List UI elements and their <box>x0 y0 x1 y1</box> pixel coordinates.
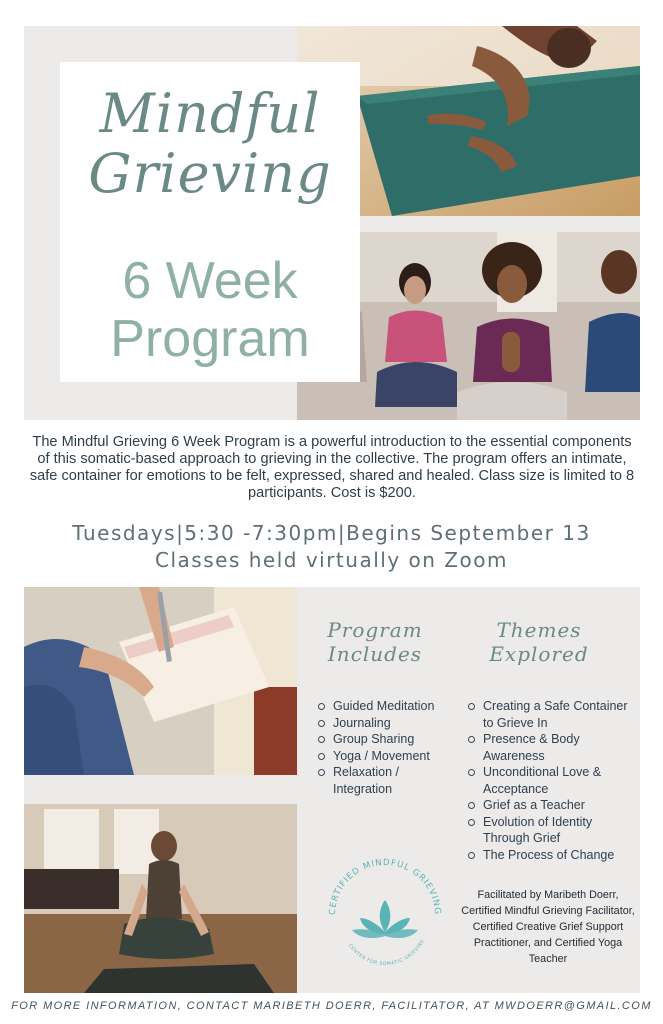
facilitator-info: Facilitated by Maribeth Doerr, Certified Mindful Grieving Facilitator, Certified Creative Grief Support Practitioner, and Certified Yoga Teacher <box>461 889 635 965</box>
list-item: The Process of Change <box>466 847 634 864</box>
schedule <box>20 520 643 574</box>
title-card <box>60 62 360 382</box>
photo-seated-yoga <box>24 804 297 993</box>
badge-sub-text: CENTER FOR SOMATIC GRIEVING <box>347 938 426 968</box>
list-item: Evolution of Identity Through Grief <box>466 814 623 847</box>
list-item: Unconditional Love & Acceptance <box>466 764 623 797</box>
lotus-icon <box>352 900 418 938</box>
photo-journaling <box>24 587 297 775</box>
title-weeks: 6 Week <box>122 252 298 310</box>
list-item: Guided Meditation <box>316 698 458 715</box>
schedule-line1: Tuesdays|5:30 -7:30pm|Begins September 13 <box>72 521 591 545</box>
program-includes-list <box>316 698 458 797</box>
badge-ring-text: CERTIFIED MINDFUL GRIEVING <box>327 857 443 916</box>
svg-text:CENTER FOR SOMATIC GRIEVING <box>347 938 426 967</box>
title-script-line1: Mindful <box>99 82 321 145</box>
schedule-line2: Classes held virtually on Zoom <box>155 548 508 572</box>
list-item: Journaling <box>316 715 458 732</box>
title-script-line2: Grieving <box>88 142 332 205</box>
list-item: Yoga / Movement <box>316 748 458 765</box>
program-includes-title-line1: Program <box>327 618 423 642</box>
contact-footer: FOR MORE INFORMATION, CONTACT MARIBETH DOERR, FACILITATOR, AT MWDOERR@GMAIL.COM <box>11 1000 652 1012</box>
list-item: Presence & Body Awareness <box>466 731 603 764</box>
list-item: Grief as a Teacher <box>466 797 634 814</box>
title-script <box>60 84 360 204</box>
certification-badge <box>322 852 448 978</box>
title-program: Program <box>110 310 310 368</box>
themes-explored-title-line2: Explored <box>489 642 589 666</box>
themes-explored-list <box>466 698 634 863</box>
list-item: Relaxation / Integration <box>316 764 433 797</box>
list-item: Group Sharing <box>316 731 458 748</box>
program-includes-title <box>300 618 450 666</box>
program-includes-title-line2: Includes <box>327 642 423 666</box>
intro-paragraph: The Mindful Grieving 6 Week Program is a powerful introduction to the essential components of this somatic-based approach to grieving in the collective. The program offers an intimate, safe container for emotions to be felt, expressed, shared and healed. Class size is limited to 8 participants. Cost is $200. <box>29 434 635 501</box>
themes-explored-title <box>464 618 614 666</box>
list-item: Creating a Safe Container to Grieve In <box>466 698 634 731</box>
themes-explored-title-line1: Themes <box>496 618 582 642</box>
